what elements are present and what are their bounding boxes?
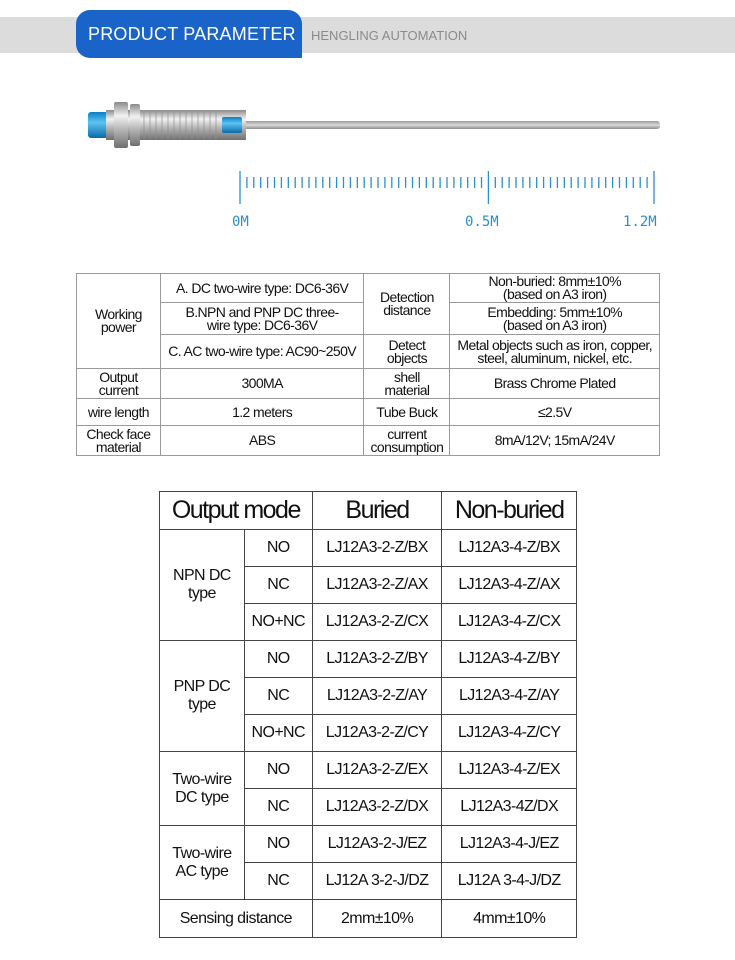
sensor-cap <box>88 112 108 138</box>
header-buried: Buried <box>312 492 442 530</box>
ruler-label-0m: 0M <box>232 214 249 230</box>
nonburied-model: LJ12A3-4-J/EZ <box>442 826 577 863</box>
buried-model: LJ12A3-2-Z/BX <box>312 530 442 567</box>
pnp-label: PNP DC type <box>160 641 245 752</box>
header-output-mode: Output mode <box>160 492 313 530</box>
mode-cell: NC <box>244 789 312 826</box>
ruler-label-12m: 1.2M <box>623 214 657 230</box>
mode-cell: NO+NC <box>244 604 312 641</box>
wp-b-value: B.NPN and PNP DC three-wire type: DC6-36V <box>160 303 364 335</box>
nonburied-model: LJ12A3-4Z/DX <box>442 789 577 826</box>
current-consumption-label: current consumption <box>364 426 450 456</box>
buried-model: LJ12A3-2-Z/CX <box>312 604 442 641</box>
check-face-label: Check face material <box>77 426 161 456</box>
buried-model: LJ12A3-2-Z/BY <box>312 641 442 678</box>
parameter-table <box>76 273 660 456</box>
dd-nonburied-value: Non-buried: 8mm±10% (based on A3 iron) <box>450 274 660 303</box>
sensing-buried: 2mm±10% <box>312 900 442 938</box>
brand-name: HENGLING AUTOMATION <box>311 28 468 43</box>
buried-model: LJ12A3-2-Z/EX <box>312 752 442 789</box>
buried-model: LJ12A3-2-Z/CY <box>312 715 442 752</box>
nonburied-model: LJ12A3-4-Z/EX <box>442 752 577 789</box>
sensor-illustration <box>80 90 665 160</box>
wire-length-value: 1.2 meters <box>160 399 364 426</box>
working-power-label: Working power <box>77 274 161 369</box>
wp-c-value: C. AC two-wire type: AC90~250V <box>160 335 364 369</box>
wp-a-value: A. DC two-wire type: DC6-36V <box>160 274 364 303</box>
mode-cell: NO <box>244 826 312 863</box>
sensing-distance-label: Sensing distance <box>160 900 313 938</box>
detection-distance-label: Detection distance <box>364 274 450 335</box>
buried-model: LJ12A3-2-Z/AY <box>312 678 442 715</box>
page-title: PRODUCT PARAMETER <box>88 24 296 44</box>
mode-cell: NO <box>244 752 312 789</box>
output-mode-table <box>159 491 577 938</box>
detect-objects-value: Metal objects such as iron, copper, steel, aluminum, nickel, etc. <box>450 335 660 369</box>
dd-embedding-value: Embedding: 5mm±10% (based on A3 iron) <box>450 303 660 335</box>
tube-buck-label: Tube Buck <box>364 399 450 426</box>
nonburied-model: LJ12A3-4-Z/AY <box>442 678 577 715</box>
mode-cell: NC <box>244 567 312 604</box>
sensing-nonburied: 4mm±10% <box>442 900 577 938</box>
current-consumption-value: 8mA/12V; 15mA/24V <box>450 426 660 456</box>
detect-objects-label: Detect objects <box>364 335 450 369</box>
output-current-label: Output current <box>77 369 161 399</box>
check-face-value: ABS <box>160 426 364 456</box>
buried-model: LJ12A 3-2-J/DZ <box>312 863 442 900</box>
nonburied-model: LJ12A 3-4-J/DZ <box>442 863 577 900</box>
buried-model: LJ12A3-2-Z/AX <box>312 567 442 604</box>
tube-buck-value: ≤2.5V <box>450 399 660 426</box>
ruler-label-05m: 0.5M <box>465 214 499 230</box>
header-nonburied: Non-buried <box>442 492 577 530</box>
nonburied-model: LJ12A3-4-Z/BX <box>442 530 577 567</box>
nonburied-model: LJ12A3-4-Z/AX <box>442 567 577 604</box>
shell-material-value: Brass Chrome Plated <box>450 369 660 399</box>
mode-cell: NO <box>244 530 312 567</box>
shell-material-label: shell material <box>364 369 450 399</box>
mode-cell: NO+NC <box>244 715 312 752</box>
mode-cell: NC <box>244 678 312 715</box>
wire-length-label: wire length <box>77 399 161 426</box>
nonburied-model: LJ12A3-4-Z/CX <box>442 604 577 641</box>
nonburied-model: LJ12A3-4-Z/CY <box>442 715 577 752</box>
mode-cell: NO <box>244 641 312 678</box>
buried-model: LJ12A3-2-J/EZ <box>312 826 442 863</box>
two-wire-ac-label: Two-wire AC type <box>160 826 245 900</box>
output-current-value: 300MA <box>160 369 364 399</box>
mode-cell: NC <box>244 863 312 900</box>
length-ruler <box>230 168 660 208</box>
nonburied-model: LJ12A3-4-Z/BY <box>442 641 577 678</box>
buried-model: LJ12A3-2-Z/DX <box>312 789 442 826</box>
npn-label: NPN DC type <box>160 530 245 641</box>
two-wire-dc-label: Two-wire DC type <box>160 752 245 826</box>
